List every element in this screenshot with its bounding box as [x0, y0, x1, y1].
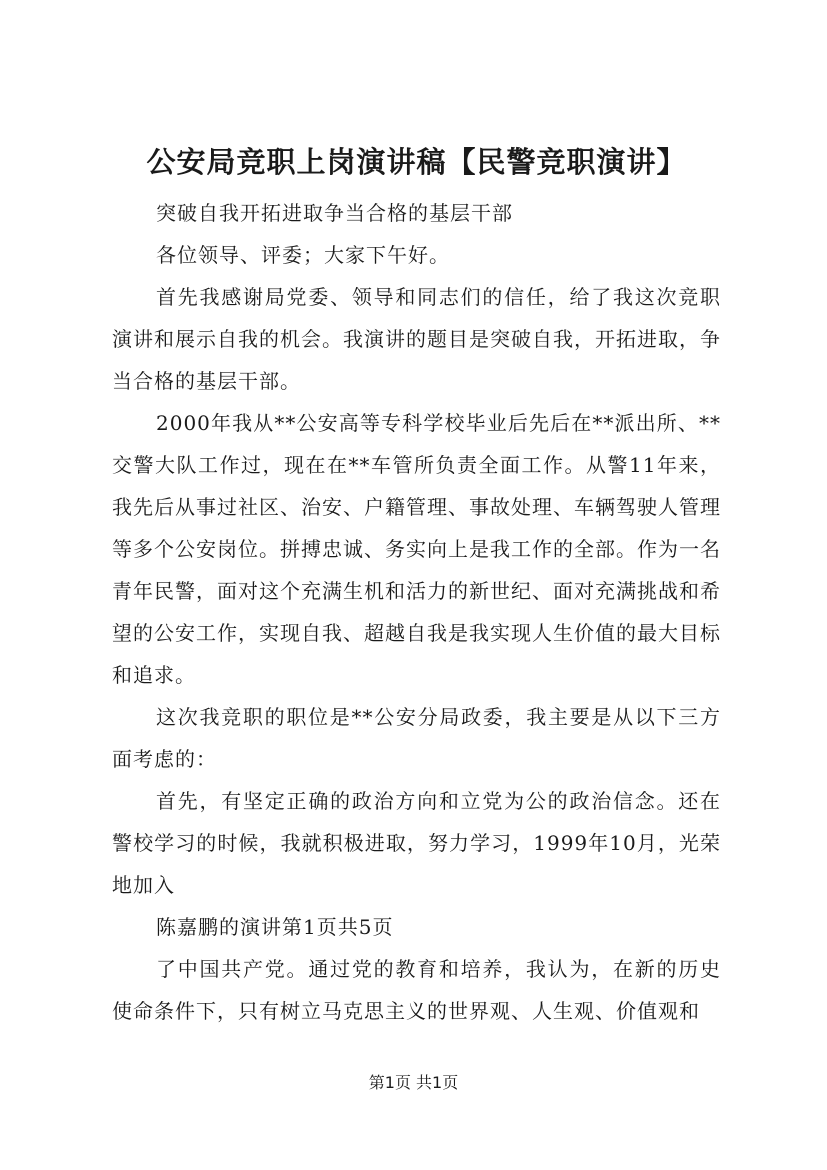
paragraph-intro: 首先我感谢局党委、领导和同志们的信任，给了我这次竞职演讲和展示自我的机会。我演讲的题目是突破自我，开拓进取，争当合格的基层干部。 [112, 285, 721, 393]
page-footer: 第1页 共1页 [368, 1073, 459, 1092]
paragraph-background: 2000年我从**公安高等专科学校毕业后先后在**派出所、**交警大队工作过，现在在**车管所负责全面工作。从警11年来，我先后从事过社区、治安、户籍管理、事故处理、车辆驾驶人管理等多个公安岗位。拼搏忠诚、务实向上是我工作的全部。作为一名青年民警，面对这个充满生机和活力的新世纪、面对充满挑战和希望的公安工作，实现自我、超越自我是我实现人生价值的最大目标和追求。 [112, 411, 721, 687]
paragraph-subtitle: 突破自我开拓进取争当合格的基层干部 [156, 201, 513, 225]
paragraph-continuation: 了中国共产党。通过党的教育和培养，我认为，在新的历史使命条件下，只有树立马克思主义的世界观、人生观、价值观和 [112, 957, 721, 1023]
paragraph-page-marker: 陈嘉鹏的演讲第1页共5页 [156, 915, 394, 939]
document-title: 公安局竞职上岗演讲稿【民警竞职演讲】 [146, 145, 687, 179]
paragraph-greeting: 各位领导、评委；大家下午好。 [156, 243, 450, 267]
paragraph-first-point: 首先，有坚定正确的政治方向和立党为公的政治信念。还在警校学习的时候，我就积极进取，努力学习，1999年10月，光荣地加入 [112, 789, 721, 897]
paragraph-position: 这次我竞职的职位是**公安分局政委，我主要是从以下三方面考虑的： [112, 705, 721, 771]
